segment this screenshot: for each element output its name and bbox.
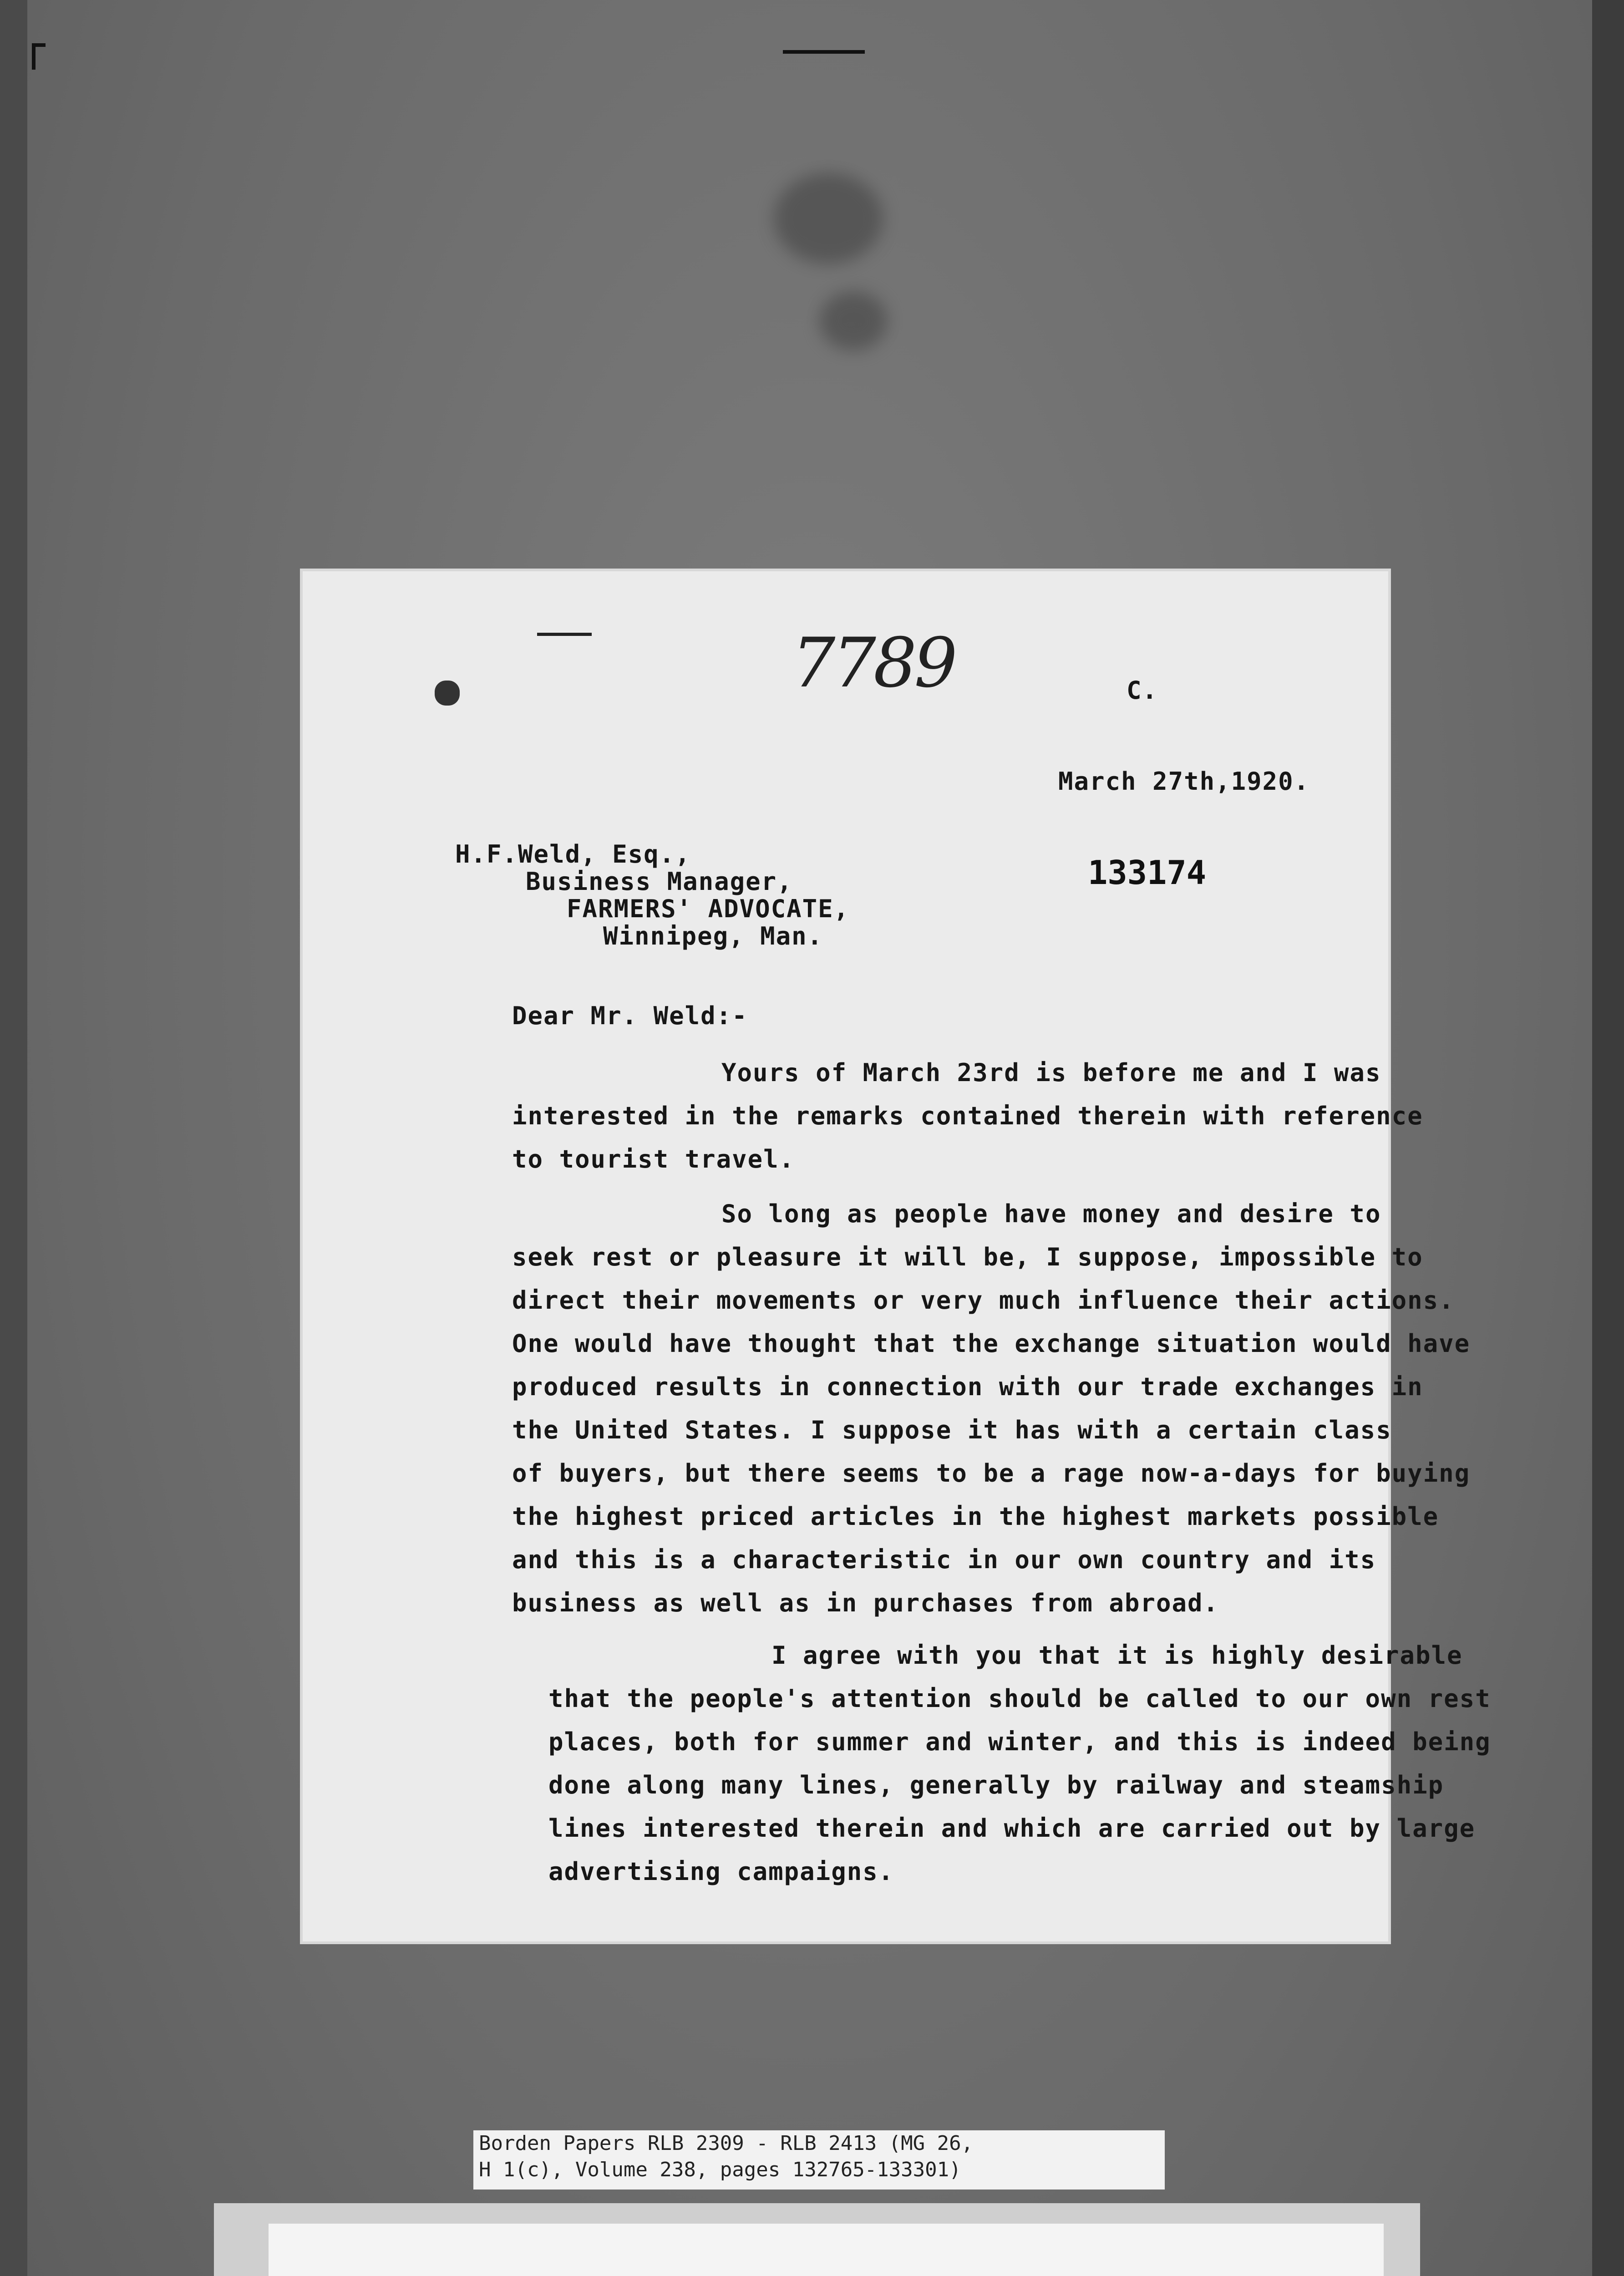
body-line: that the people's attention should be called to our own rest	[548, 1684, 1491, 1713]
body-line: and this is a characteristic in our own country and its	[512, 1545, 1376, 1574]
salutation: Dear Mr. Weld:-	[512, 1001, 748, 1030]
smudge	[819, 291, 888, 351]
body-line: direct their movements or very much influence their actions.	[512, 1286, 1455, 1315]
letter-page	[303, 571, 1491, 1941]
archives-card	[214, 2203, 1420, 2276]
top-dash-mark	[783, 50, 865, 54]
body-line: the highest priced articles in the highest markets possible	[512, 1502, 1439, 1531]
address-line: Business Manager,	[526, 867, 793, 896]
archives-card-face	[269, 2224, 1384, 2276]
smudge	[774, 173, 883, 264]
body-line: advertising campaigns.	[548, 1857, 894, 1886]
body-line: seek rest or pleasure it will be, I suppose, impossible to	[512, 1243, 1423, 1271]
document-number: 133174	[1088, 854, 1207, 892]
body-line: to tourist travel.	[512, 1145, 795, 1174]
citation-line: H 1(c), Volume 238, pages 132765-133301)	[479, 2158, 961, 2181]
letter-date: March 27th,1920.	[1058, 767, 1310, 796]
body-line: One would have thought that the exchange situation would have	[512, 1329, 1471, 1358]
body-line: interested in the remarks contained therein with reference	[512, 1102, 1423, 1130]
body-line: done along many lines, generally by railway and steamship	[548, 1771, 1444, 1799]
address-line: H.F.Weld, Esq.,	[455, 840, 691, 869]
punch-hole	[435, 681, 460, 706]
film-edge-left	[0, 0, 27, 2276]
body-line: business as well as in purchases from abroad.	[512, 1589, 1219, 1617]
body-line: So long as people have money and desire to	[721, 1199, 1381, 1228]
citation-line: Borden Papers RLB 2309 - RLB 2413 (MG 26,	[479, 2132, 974, 2155]
film-edge-right	[1592, 0, 1624, 2276]
corner-mark	[32, 43, 46, 70]
body-line: I agree with you that it is highly desirable	[771, 1641, 1463, 1670]
body-line: places, both for summer and winter, and this is indeed being	[548, 1727, 1491, 1756]
body-line: lines interested therein and which are carried out by large	[548, 1814, 1476, 1843]
body-line: of buyers, but there seems to be a rage now-a-days for buying	[512, 1459, 1471, 1488]
body-line: produced results in connection with our trade exchanges in	[512, 1372, 1423, 1401]
body-line: Yours of March 23rd is before me and I was	[721, 1058, 1381, 1087]
citation-label	[473, 2130, 1165, 2190]
handwritten-number: 7789	[792, 624, 955, 703]
header-dash	[537, 633, 592, 636]
address-line: FARMERS' ADVOCATE,	[567, 894, 850, 923]
copy-mark: C.	[1127, 676, 1158, 705]
body-line: the United States. I suppose it has with a certain class	[512, 1416, 1392, 1444]
address-line: Winnipeg, Man.	[603, 922, 823, 950]
